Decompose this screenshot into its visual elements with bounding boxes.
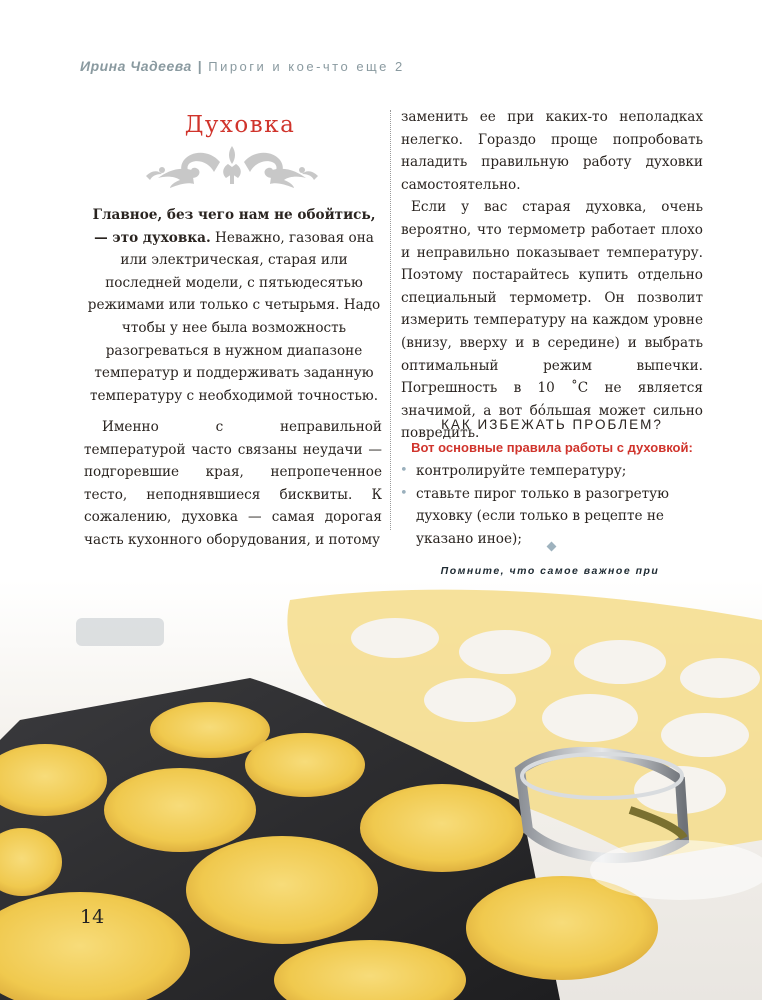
list-item-text: ставьте пирог только в разогретую духовку (если только в рецепте не указано иное); [416, 485, 669, 547]
intro-text: Неважно, газовая она или электрическая, старая или последней модели, с пятьюдесятью режимами или только с четырьмя. Надо чтобы у нее была возможность разогреваться в нужном диапазоне температур и поддерживать заданную температуру с необходимой точностью. [87, 229, 381, 404]
intro-paragraph [84, 204, 384, 407]
header-author: Ирина Чадеева [80, 58, 192, 74]
section-title: Духовка [184, 112, 296, 138]
bullet-icon: • [400, 485, 408, 501]
right-paragraph-2: Если у вас старая духовка, очень вероятно, что термометр работает плохо и неправильно показывает температуру. Поэтому постарайтесь купить отдельно специальный термометр. Он позволит измерить температуру на каждом уровне (внизу, вверху и в середине) и выбрать оптимальный режим выпечки. Погрешность в 10 ˚С не является значимой, а вот бóльшая может сильно повредить. [401, 199, 703, 442]
right-column [401, 106, 703, 445]
header-separator: | [197, 58, 203, 74]
tips-heading: КАК ИЗБЕЖАТЬ ПРОБЛЕМ? [441, 417, 663, 432]
intro-bold-lead: Главное, без чего нам не обойтись, — это духовка. [92, 207, 376, 246]
column-divider [390, 110, 392, 530]
list-item [398, 483, 708, 551]
list-item [398, 460, 708, 483]
list-item-text: контролируйте температуру; [416, 463, 627, 479]
cookies-on-tray-photo [0, 580, 762, 1000]
page-number: 14 [80, 906, 105, 928]
tips-list [398, 460, 708, 550]
callout-strong: Помните, что самое важное при [440, 565, 660, 577]
right-paragraph-1: заменить ее при каких-то неполадках нелегко. Гораздо проще попробовать наладить правильную работу духовки самостоятельно. [401, 109, 703, 193]
left-paragraph: Именно с неправильной температурой часто связаны неудачи — подгоревшие края, непропеченное тесто, неподнявшиеся бисквиты. К сожалению, духовка — самая дорогая часть кухонного оборудования, и потому [84, 419, 382, 548]
running-header [80, 58, 405, 74]
bullet-icon: • [400, 463, 408, 478]
header-book-title: Пироги и кое-что еще 2 [208, 59, 405, 74]
tips-intro: Вот основные правила работы с духовкой: [411, 440, 693, 455]
left-column [84, 416, 382, 552]
floral-scroll-ornament-icon [132, 140, 332, 188]
